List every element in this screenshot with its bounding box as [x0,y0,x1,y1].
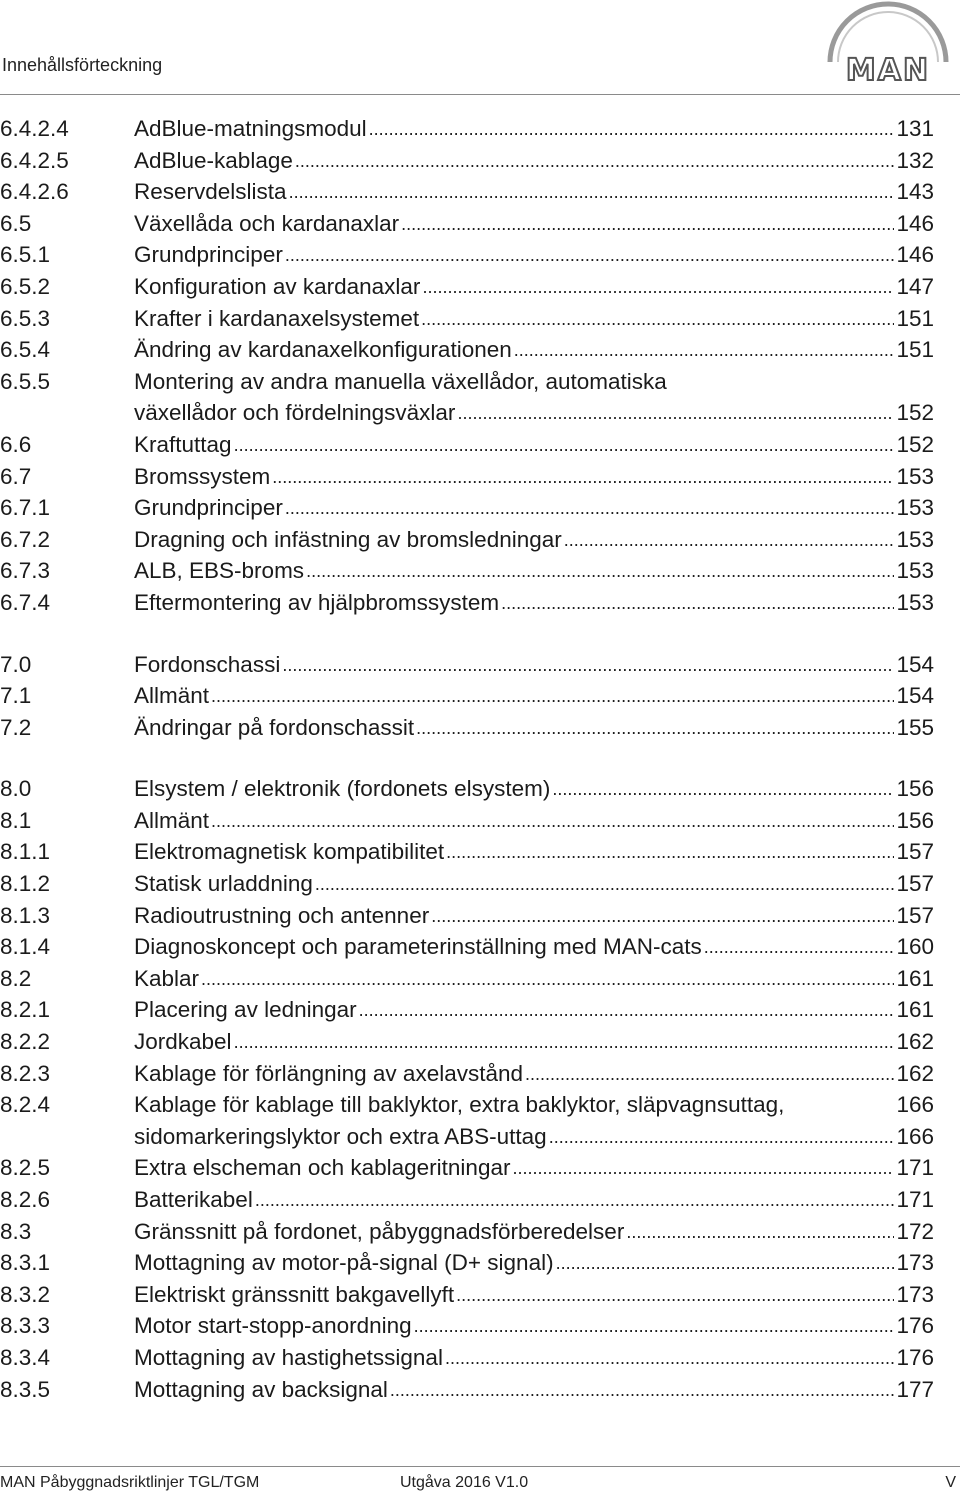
toc-dot-leader [211,679,894,713]
toc-page-number: 171 [896,1187,934,1212]
toc-entry[interactable] [0,145,960,177]
toc-page-number: 153 [896,589,934,615]
toc-entry-line [134,931,934,965]
toc-section-number: 8.1.3 [0,902,51,928]
toc-section-title: Bromssystem [134,463,271,489]
toc-entry[interactable] [0,1374,960,1406]
toc-dot-leader [234,1025,895,1059]
toc-entry-line [134,900,934,934]
toc-section-title: Dragning och infästning av bromsledningar [134,526,562,552]
toc-section-number: 8.0 [0,776,32,802]
toc-page-number: 152 [896,431,934,457]
toc-section-title: Allmänt [134,807,210,833]
toc-dot-leader [416,711,894,745]
toc-dot-leader [255,1183,895,1217]
toc-page-number: 153 [896,526,934,552]
toc-page-number: 173 [896,1281,934,1307]
toc-entry[interactable] [0,1310,960,1342]
toc-page-number: 151 [896,337,934,363]
toc-entry[interactable] [0,1279,960,1311]
toc-section-number: 8.2 [0,965,32,991]
toc-entry-line [134,492,934,526]
toc-spacer [0,619,960,649]
toc-section-title: Mottagning av motor-på-signal (D+ signal) [134,1250,554,1276]
toc-page-number: 153 [896,558,934,584]
toc-page-number: 143 [896,179,934,205]
toc-entry-line [134,963,934,997]
toc-entry-line [134,712,934,746]
toc-dot-leader [457,396,894,430]
toc-dot-leader [556,1246,895,1280]
toc-entry-line [134,366,934,400]
toc-entry-line [134,303,934,337]
toc-page-number: 166 [896,1092,934,1118]
toc-section-title: Kablar [134,965,200,991]
toc-page-number: 162 [896,1029,934,1055]
toc-page-number: 172 [896,1218,934,1244]
toc-section-title: Jordkabel [134,1029,232,1055]
toc-entry[interactable] [0,712,960,744]
toc-section-title: Extra elscheman och kablageritningar [134,1155,511,1181]
toc-dot-leader [234,428,895,462]
toc-entry-line [134,334,934,368]
toc-section-title: Grundprinciper [134,495,283,521]
toc-page-number: 152 [896,400,934,426]
toc-page-number: 173 [896,1250,934,1276]
toc-entry-line [134,1026,934,1060]
toc-dot-leader [369,112,895,146]
toc-section-number: 8.2.3 [0,1060,51,1086]
toc-section-title: Fordonschassi [134,651,281,677]
toc-dot-leader [285,491,895,525]
toc-page-number: 153 [896,495,934,521]
toc-section-title: Reservdelslista [134,179,287,205]
toc-section-number: 7.2 [0,714,32,740]
toc-section-title: sidomarkeringslyktor och extra ABS-uttag [134,1123,547,1149]
toc-page-number: 146 [896,210,934,236]
toc-entry[interactable] [0,900,960,932]
toc-entry[interactable] [0,397,960,429]
toc-section-number: 8.2.6 [0,1187,51,1212]
toc-entry[interactable] [0,271,960,303]
toc-section-number: 6.7 [0,463,32,489]
toc-page-number: 156 [896,776,934,802]
toc-page-number: 157 [896,871,934,897]
toc-entry-line [134,587,934,621]
toc-section-number: 7.1 [0,683,32,709]
toc-page-number: 154 [896,651,934,677]
toc-section-number: 8.2.2 [0,1029,51,1055]
toc-entry[interactable] [0,461,960,493]
toc-entry[interactable] [0,334,960,366]
toc-entry-line [134,1152,934,1186]
toc-section-number: 6.6 [0,431,32,457]
man-logo-icon [818,0,958,86]
toc-section-title: Krafter i kardanaxelsystemet [134,305,420,331]
toc-entry-line [134,836,934,870]
toc-section-number: 6.7.4 [0,589,51,615]
toc-section-title: Ändring av kardanaxelkonfigurationen [134,337,512,363]
toc-entry-line [134,1374,934,1408]
header-title: Innehållsförteckning [2,55,163,75]
toc-entry[interactable] [0,836,960,868]
toc-dot-leader [282,648,894,682]
toc-page-number: 155 [896,714,934,740]
toc-section-title: Statisk urladdning [134,871,313,897]
toc-dot-leader [359,993,895,1027]
toc-page-number: 160 [896,934,934,960]
toc-section-number: 6.5.1 [0,242,51,268]
toc-page-number: 151 [896,305,934,331]
toc-section-number: 6.5.5 [0,368,51,394]
toc-dot-leader [552,772,894,806]
toc-entry-line [134,1058,934,1092]
toc-section-number: 8.2.1 [0,997,51,1023]
toc-dot-leader [414,1309,895,1343]
toc-entry[interactable] [0,805,960,837]
toc-entry[interactable] [0,1184,960,1216]
toc-dot-leader [421,302,894,336]
toc-section-number: 8.3.5 [0,1376,51,1402]
toc-page-number: 162 [896,1060,934,1086]
toc-section-title: ALB, EBS-broms [134,558,305,584]
toc-section-title: Kablage för kablage till baklyktor, extra baklyktor, släpvagnsuttag, [134,1092,785,1118]
toc-page-number: 157 [896,839,934,865]
toc-dot-leader [306,554,894,588]
toc-dot-leader [201,962,894,996]
toc-dot-leader [456,1278,894,1312]
toc-dot-leader [431,899,894,933]
toc-entry-line [134,555,934,589]
toc-section-title: Montering av andra manuella växellådor, automatiska [134,368,667,394]
toc-dot-leader [512,1151,894,1185]
toc-dot-leader [401,207,894,241]
toc-dot-leader [446,835,894,869]
toc-entry-line [134,1089,934,1123]
toc-section-number: 8.3.2 [0,1281,51,1307]
toc-section-title: Mottagning av hastighetssignal [134,1344,443,1370]
toc-entry-line [134,397,934,431]
toc-page-number: 153 [896,463,934,489]
page-header [0,0,960,94]
toc-section-title: Placering av ledningar [134,997,357,1023]
toc-dot-leader [445,1341,895,1375]
toc-entry-line [134,113,934,147]
toc-section-number: 6.5 [0,210,32,236]
toc-page-number: 161 [896,997,934,1023]
toc-entry[interactable] [0,1342,960,1374]
toc-spacer [0,743,960,773]
toc-dot-leader [525,1057,894,1091]
toc-dot-leader [315,867,895,901]
toc-entry[interactable] [0,680,960,712]
toc-entry-line [134,239,934,273]
toc-section-number: 6.4.2.4 [0,116,69,141]
toc-entry[interactable] [0,366,960,398]
toc-page-number: 157 [896,902,934,928]
toc-entry-line [134,1184,934,1218]
toc-entry[interactable] [0,1026,960,1058]
footer-page-number: V [945,1474,956,1491]
toc-entry[interactable] [0,587,960,619]
toc-section-title: Elektromagnetisk kompatibilitet [134,839,445,865]
toc-section-number: 8.3.4 [0,1344,51,1370]
toc-section-number: 6.7.3 [0,558,51,584]
toc-section-number: 8.3.1 [0,1250,51,1276]
toc-dot-leader [501,586,894,620]
toc-entry-line [134,1279,934,1313]
toc-dot-leader [295,144,895,178]
toc-entry[interactable] [0,1089,960,1121]
toc-section-title: Kablage för förlängning av axelavstånd [134,1060,524,1086]
toc-page-number: 176 [896,1344,934,1370]
toc-dot-leader [211,804,894,838]
toc-entry[interactable] [0,868,960,900]
toc-entry-line [134,680,934,714]
toc-entry[interactable] [0,1121,960,1153]
toc-page-number: 154 [896,683,934,709]
toc-section-title: Motor start-stopp-anordning [134,1313,412,1339]
toc-section-title: Allmänt [134,683,210,709]
toc-entry-line [134,1216,934,1250]
toc-entry-line [134,1247,934,1281]
toc-section-number: 8.2.5 [0,1155,51,1181]
toc-section-title: Batterikabel [134,1187,253,1212]
toc-entry-line [134,649,934,683]
toc-entry-line [134,145,934,179]
toc-entry-line [134,868,934,902]
toc-entry[interactable] [0,649,960,681]
footer-document-title: MAN Påbyggnadsriktlinjer TGL/TGM [0,1474,260,1491]
toc-section-number: 6.4.2.5 [0,147,69,173]
toc-entry-line [134,1310,934,1344]
toc-entry[interactable] [0,303,960,335]
toc-section-number: 8.3.3 [0,1313,51,1339]
toc-entry[interactable] [0,773,960,805]
toc-section-number: 7.0 [0,651,32,677]
footer-edition: Utgåva 2016 V1.0 [400,1474,529,1491]
toc-entry[interactable] [0,1247,960,1279]
toc-entry[interactable] [0,524,960,556]
toc-dot-leader [285,238,895,272]
toc-entry-line [134,208,934,242]
toc-dot-leader [272,460,894,494]
toc-entry[interactable] [0,1058,960,1090]
toc-dot-leader [390,1373,895,1407]
toc-section-title: Radioutrustning och antenner [134,902,430,928]
toc-entry[interactable] [0,555,960,587]
page-footer [0,1466,960,1494]
toc-section-title: Diagnoskoncept och parameterinställning med MAN-cats [134,934,702,960]
toc-section-title: AdBlue-kablage [134,147,293,173]
toc-section-number: 8.3 [0,1218,32,1244]
toc-entry[interactable] [0,931,960,963]
toc-entry[interactable] [0,994,960,1026]
toc-entry-line [134,994,934,1028]
toc-entry-line [134,773,934,807]
toc-entry-line [134,1121,934,1155]
toc-entry[interactable] [0,176,960,208]
toc-page-number: 156 [896,807,934,833]
toc-page-number: 171 [896,1155,934,1181]
toc-page-number: 177 [896,1376,934,1402]
toc-section-number: 6.7.1 [0,495,51,521]
toc-page-number: 176 [896,1313,934,1339]
toc-entry-line [134,805,934,839]
toc-entry[interactable] [0,429,960,461]
toc-entry-line [134,271,934,305]
toc-section-number: 6.5.4 [0,337,51,363]
toc-section-title: Mottagning av backsignal [134,1376,388,1402]
toc-section-title: växellådor och fördelningsväxlar [134,400,456,426]
toc-entry[interactable] [0,963,960,995]
toc-entry[interactable] [0,1216,960,1248]
toc-section-title: Ändringar på fordonschassit [134,714,415,740]
toc-section-number: 8.1.4 [0,934,51,960]
toc-page-number: 146 [896,242,934,268]
toc-section-title: Konfiguration av kardanaxlar [134,273,421,299]
toc-dot-leader [564,523,895,557]
toc-page-number: 147 [896,273,934,299]
toc-entry-line [134,429,934,463]
toc-entry[interactable] [0,208,960,240]
toc-section-number: 8.1 [0,807,32,833]
toc-entry-line [134,1342,934,1376]
toc-page-number: 131 [896,116,934,141]
toc-section-number: 6.5.2 [0,273,51,299]
toc-section-title: AdBlue-matningsmodul [134,116,367,141]
header-divider [0,94,960,95]
toc-section-number: 6.7.2 [0,526,51,552]
toc-section-title: Kraftuttag [134,431,232,457]
toc-dot-leader [422,270,894,304]
toc-entry[interactable] [0,1152,960,1184]
toc-section-number: 8.1.2 [0,871,51,897]
toc-dot-leader [704,930,895,964]
toc-dot-leader [514,333,895,367]
toc-entry[interactable] [0,113,960,145]
toc-section-number: 6.5.3 [0,305,51,331]
toc-entry-line [134,176,934,210]
toc-page-number: 161 [896,965,934,991]
toc-dot-leader [289,175,895,209]
toc-dot-leader [549,1120,895,1154]
toc-section-number: 8.1.1 [0,839,51,865]
toc-section-title: Växellåda och kardanaxlar [134,210,400,236]
toc-section-title: Eftermontering av hjälpbromssystem [134,589,500,615]
toc-page-number: 132 [896,147,934,173]
toc-entry[interactable] [0,239,960,271]
toc-entry-line [134,461,934,495]
toc-entry[interactable] [0,492,960,524]
toc-section-title: Gränssnitt på fordonet, påbyggnadsförberedelser [134,1218,625,1244]
toc-section-title: Grundprinciper [134,242,283,268]
toc-dot-leader [626,1215,894,1249]
toc-page-number: 166 [896,1123,934,1149]
logo-text: MAN [845,53,931,86]
table-of-contents [0,113,960,1405]
toc-section-title: Elsystem / elektronik (fordonets elsystem) [134,776,551,802]
toc-section-number: 8.2.4 [0,1092,51,1118]
toc-section-number: 6.4.2.6 [0,179,69,205]
toc-entry-line [134,524,934,558]
toc-section-title: Elektriskt gränssnitt bakgavellyft [134,1281,455,1307]
